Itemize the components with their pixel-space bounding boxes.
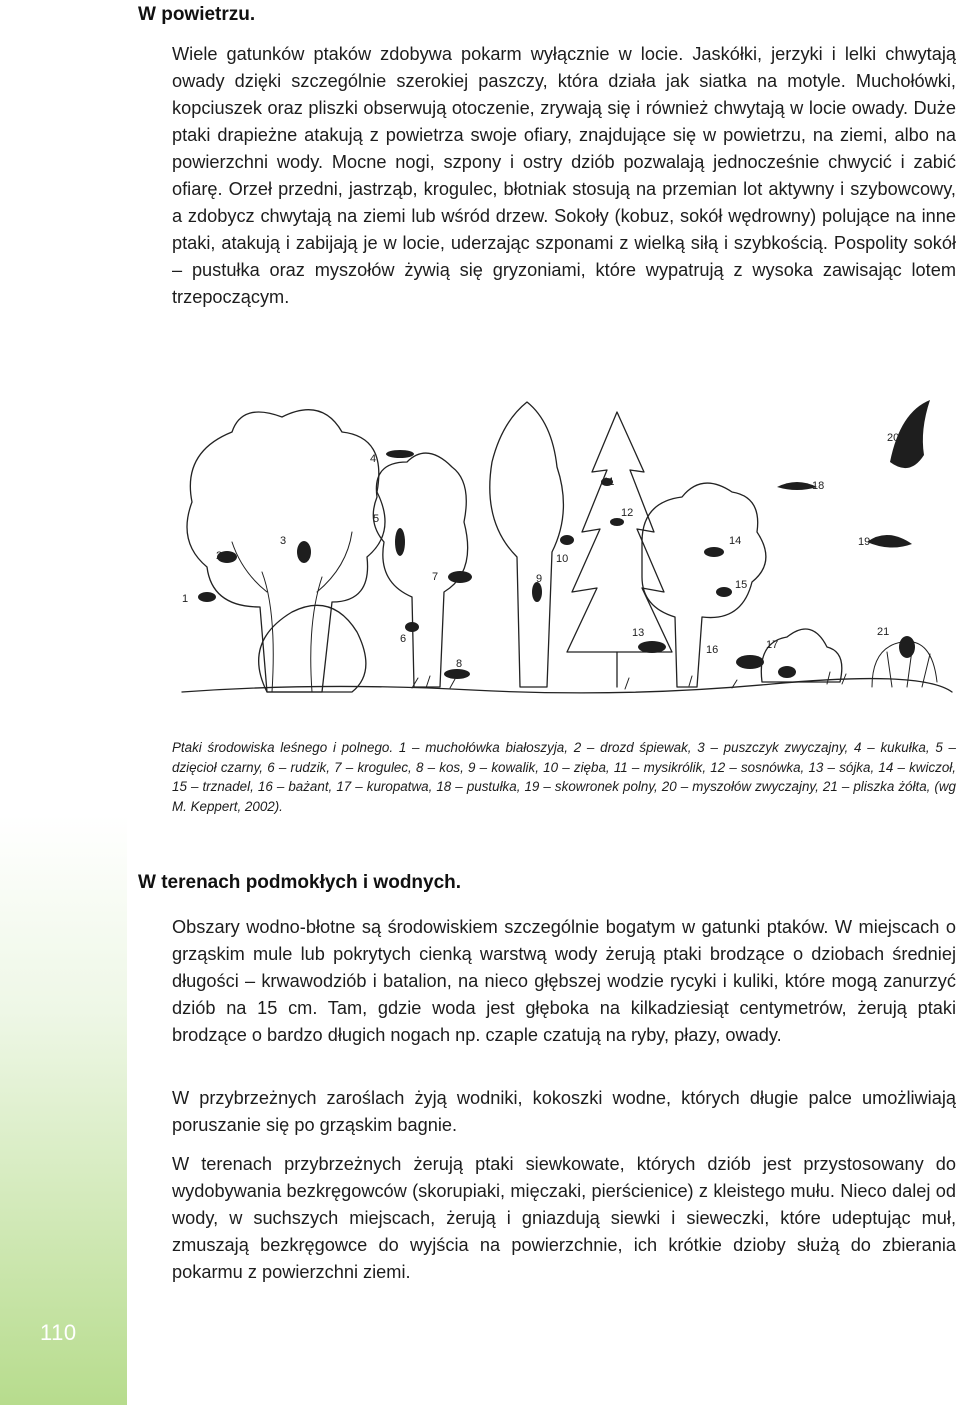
label-11: 11 [603, 476, 615, 488]
label-8: 8 [456, 658, 463, 670]
page-side-band [0, 0, 127, 1405]
label-20: 20 [887, 432, 900, 444]
paragraph-wetlands-1: Obszary wodno-błotne są środowiskiem szczególnie bogatym w gatunki ptaków. W miejscach o grząskim mule lub pokrytych cienką warstwą wody żerują ptaki brodzące o dziobach średniej długości – krwawodziób i batalion, na nieco głębszej wodzie rycyki i kuliki, które mogą zanurzyć dziób na 15 cm. Tam, gdzie woda jest głęboka na kilkadziesiąt centymetrów, żerują ptaki brodzące o bardzo długich nogach np. czaple czatują na ryby, płazy, owady. [172, 917, 956, 1045]
bird-12 [610, 518, 624, 526]
bird-5 [395, 528, 405, 556]
bird-3 [297, 541, 311, 563]
label-3: 3 [280, 535, 287, 547]
label-10: 10 [556, 553, 569, 565]
bird-18 [777, 482, 817, 490]
bird-15 [716, 587, 732, 597]
label-9: 9 [536, 573, 543, 585]
label-18: 18 [812, 480, 825, 492]
bird-19 [867, 535, 912, 548]
bird-14 [704, 547, 724, 557]
bird-9 [532, 582, 542, 602]
label-1: 1 [182, 593, 189, 605]
bird-21 [899, 636, 915, 658]
bird-6 [405, 622, 419, 632]
label-4: 4 [370, 453, 377, 465]
rock-bush [259, 605, 366, 692]
paragraph-air: Wiele gatunków ptaków zdobywa pokarm wyłącznie w locie. Jaskółki, jerzyki i lelki chwytają owady dzięki szczególnie szerokiej paszczy, która działa jak siatka na motyle. Muchołówki, kopciuszek oraz pliszki obserwują otoczenie, zrywają się i również chwytają w locie owady. Duże ptaki drapieżne atakują z powietrza swoje ofiary, znajdujące się w powietrzu, na ziemi, albo na powierzchni wody. Mocne nogi, szpony i ostry dziób pozwalają jednocześnie chwycić i zabić ofiarę. Orzeł przedni, jastrząb, krogulec, błotniak stosują na przemian lot aktywny i szybowcowy, a zdobycz chwytają na ziemi lub wśród drzew. Sokoły (kobuz, sokół wędrowny) polujące na inne ptaki, atakują i zabijają je w locie, uderzając szponami z wielką siłą i szybkością. Pospolity sokół – pustułka oraz myszołów żywią się gryzoniami, które wypatrują z wysoka zawisając lotem trzepoczącym. [172, 44, 956, 307]
tall-tree [490, 402, 564, 687]
label-17: 17 [766, 639, 779, 651]
figure-caption: Ptaki środowiska leśnego i polnego. 1 – muchołówka białoszyja, 2 – drozd śpiewak, 3 – puszczyk zwyczajny, 4 – kukułka, 5 – dzięcioł czarny, 6 – rudzik, 7 – krogulec, 8 – kos, 9 – kowalik, 10 – zięba, 11 – mysikrólik, 12 – sosnówka, 13 – sójka, 14 – kwiczoł, 15 – trznadel, 16 – bażant, 17 – kuropatwa, 18 – pustułka, 19 – skowronek polny, 20 – myszołów zwyczajny, 21 – pliszka żółta, (wg M. Keppert, 2002). [172, 740, 956, 814]
label-13: 13 [632, 627, 645, 639]
label-12: 12 [621, 507, 634, 519]
label-15: 15 [735, 579, 748, 591]
label-21: 21 [877, 626, 890, 638]
ground-line [182, 679, 952, 693]
label-5: 5 [373, 513, 380, 525]
label-14: 14 [729, 535, 742, 547]
spruce-tree [567, 412, 672, 652]
label-6: 6 [400, 633, 407, 645]
birds-illustration [172, 392, 956, 722]
label-2: 2 [216, 550, 223, 562]
bird-1 [198, 592, 216, 602]
bird-8 [444, 669, 470, 679]
bird-16 [736, 655, 764, 669]
paragraph-wetlands-3: W terenach przybrzeżnych żerują ptaki siewkowate, których dziób jest przystosowany do wydobywania bezkręgowców (skorupiaki, mięczaki, pierścienice) z kleistego mułu. Nieco dalej od wody, w suchszych miejscach, żerują i gniazdują siewki i sieweczki, które udeptując muł, zmuszają bezkręgowce do wyjścia na powierzchnie, ich krótkie dzioby służą do zbierania pokarmu z powierzchni ziemi. [172, 1154, 956, 1282]
bird-13 [638, 641, 666, 653]
deciduous-tree-middle [373, 453, 467, 687]
section-title-wetlands: W terenach podmokłych i wodnych. [138, 872, 462, 893]
section-title-air: W powietrzu. [138, 4, 256, 25]
bird-10 [560, 535, 574, 545]
bird-4 [386, 450, 414, 458]
label-16: 16 [706, 644, 719, 656]
label-19: 19 [858, 536, 871, 548]
bird-17 [778, 666, 796, 678]
page-number: 110 [40, 1320, 77, 1345]
paragraph-wetlands-2: W przybrzeżnych zaroślach żyją wodniki, kokoszki wodne, których długie palce umożliwiają poruszanie się po grząskim bagnie. [172, 1088, 956, 1135]
bird-7 [448, 571, 472, 583]
forest-field-drawing [172, 392, 956, 722]
label-7: 7 [432, 571, 439, 583]
